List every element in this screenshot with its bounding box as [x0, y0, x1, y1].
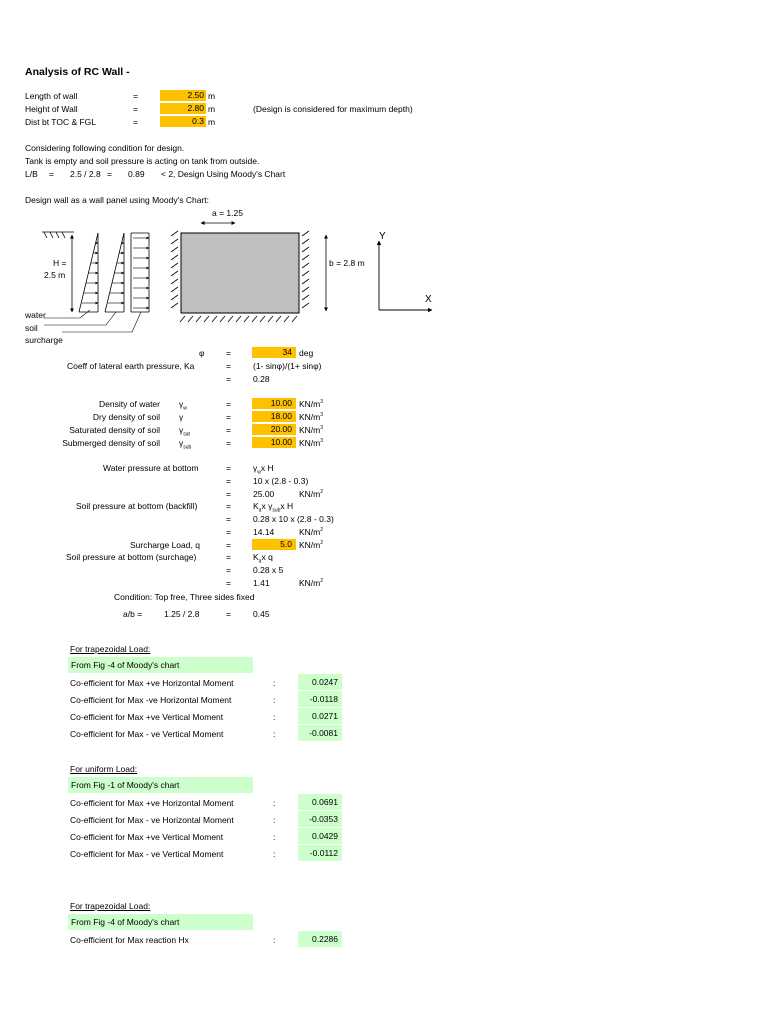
section3-row1-label: Co-efficient for Max reaction Hx [70, 935, 189, 945]
ab-expr: 1.25 / 2.8 [164, 609, 200, 619]
density-sat-symbol: $\gamma_{sat}$ [179, 425, 190, 438]
water-pressure-value: 25.00 [253, 489, 275, 499]
b-label: b = 2.8 m [329, 258, 365, 268]
label-leaders [44, 310, 141, 332]
section1-row1-label: Co-efficient for Max +ve Horizontal Moment [70, 678, 234, 688]
water-pressure-eq3: = [226, 489, 231, 499]
section1-row3-value: 0.0271 [298, 708, 342, 724]
ground-hatch-icon [42, 232, 74, 238]
section1-row4-label: Co-efficient for Max - ve Vertical Moment [70, 729, 224, 739]
water-pressure-formula: $\gamma_wx$ H [253, 463, 274, 476]
section2-row1-colon: : [273, 798, 276, 808]
design-line: Design wall as a wall panel using Moody's Chart: [25, 195, 209, 205]
section1-row3-label: Co-efficient for Max +ve Vertical Moment [70, 712, 224, 722]
density-sat-eq: = [226, 425, 231, 435]
section2-row2-value: -0.0353 [298, 811, 342, 827]
section3-heading: For trapezoidal Load: [70, 901, 151, 911]
density-water-label: Density of water [99, 399, 160, 409]
density-sub-value[interactable]: 10.00 [252, 437, 296, 448]
section2-row2-label: Co-efficient for Max - ve Horizontal Moment [70, 815, 234, 825]
section2-row3-label: Co-efficient for Max +ve Vertical Moment [70, 832, 224, 842]
ka-eq2: = [226, 374, 231, 384]
surcharge-pressure-eq3: = [226, 578, 231, 588]
x-axis-label: X [425, 294, 432, 305]
surcharge-pressure-expr: 0.28 x 5 [253, 565, 284, 575]
length-eq: = [133, 91, 138, 101]
condition-line: Condition: Top free, Three sides fixed [114, 592, 255, 602]
density-sat-unit: $KN/m^3$ [299, 425, 324, 435]
density-water-unit: $KN/m^3$ [299, 399, 324, 409]
surcharge-load-label: Surcharge Load, q [130, 540, 200, 550]
water-pressure-eq: = [226, 463, 231, 473]
soil-pressure-expr: 0.28 x 10 x (2.8 - 0.3) [253, 514, 334, 524]
section2-row2-colon: : [273, 815, 276, 825]
section2-row4-label: Co-efficient for Max - ve Vertical Moment [70, 849, 224, 859]
density-sub-label: Submerged density of soil [62, 438, 160, 448]
ka-expr: (1- sinφ)/(1+ sinφ) [253, 361, 322, 371]
lb-expr: 2.5 / 2.8 [70, 169, 101, 179]
h-label-1: H = [53, 258, 67, 268]
wall-panel [181, 233, 299, 313]
phi-unit: deg [299, 348, 314, 358]
density-dry-eq: = [226, 412, 231, 422]
section1-heading: For trapezoidal Load: [70, 644, 151, 654]
water-pressure-unit: $KN/m^2$ [299, 489, 324, 499]
dist-label: Dist bt TOC & FGL [25, 117, 97, 127]
section2-row3-colon: : [273, 832, 276, 842]
soil-pressure-unit: $KN/m^2$ [299, 527, 324, 537]
bottom-support-hatch-icon [180, 316, 297, 322]
soil-pressure-eq3: = [226, 527, 231, 537]
left-support-hatch-icon [171, 231, 178, 308]
surcharge-load-eq: = [226, 540, 231, 550]
ab-eq: = [226, 609, 231, 619]
water-pressure-eq2: = [226, 476, 231, 486]
surcharge-label: surcharge [25, 335, 63, 345]
lb-eq1: = [49, 169, 54, 179]
density-sat-label: Saturated density of soil [69, 425, 160, 435]
surcharge-load-unit: $KN/m^2$ [299, 540, 324, 550]
water-pressure-label: Water pressure at bottom [103, 463, 199, 473]
ab-value: 0.45 [253, 609, 270, 619]
density-dry-symbol: γ [179, 412, 184, 422]
lb-note: < 2, Design Using Moody's Chart [161, 169, 286, 179]
a-label: a = 1.25 [212, 208, 243, 218]
density-dry-unit: $KN/m^3$ [299, 412, 324, 422]
surcharge-pressure-eq: = [226, 552, 231, 562]
ab-label: a/b = [123, 609, 143, 619]
water-pressure-expr: 10 x (2.8 - 0.3) [253, 476, 309, 486]
height-note: (Design is considered for maximum depth) [253, 104, 413, 114]
length-value[interactable]: 2.50 [160, 90, 206, 101]
soil-pressure-label: Soil pressure at bottom (backfill) [76, 501, 198, 511]
surcharge-pressure-value: 1.41 [253, 578, 270, 588]
pressure-arrows [82, 238, 149, 308]
ka-eq: = [226, 361, 231, 371]
density-water-value[interactable]: 10.00 [252, 398, 296, 409]
density-sub-symbol: $\gamma_{sub}$ [179, 438, 192, 451]
condition-line-1: Considering following condition for design. [25, 143, 185, 153]
density-dry-label: Dry density of soil [92, 412, 160, 422]
density-dry-value[interactable]: 18.00 [252, 411, 296, 422]
section2-row1-label: Co-efficient for Max +ve Horizontal Moment [70, 798, 234, 808]
dist-eq: = [133, 117, 138, 127]
section1-row1-colon: : [273, 678, 276, 688]
section1-row4-value: -0.0081 [298, 725, 342, 741]
soil-pressure-eq2: = [226, 514, 231, 524]
density-sat-value[interactable]: 20.00 [252, 424, 296, 435]
condition-line-2: Tank is empty and soil pressure is acting on tank from outside. [25, 156, 260, 166]
phi-symbol: φ [199, 348, 205, 358]
dist-unit: m [208, 117, 216, 127]
section1-row4-colon: : [273, 729, 276, 739]
phi-value[interactable]: 34 [252, 347, 296, 358]
section3-row1-value: 0.2286 [298, 931, 342, 947]
surcharge-pressure-label: Soil pressure at bottom (surchage) [66, 552, 197, 562]
section1-row3-colon: : [273, 712, 276, 722]
section2-fig: From Fig -1 of Moody's chart [68, 777, 253, 793]
section3-row1-colon: : [273, 935, 276, 945]
surcharge-pressure-eq2: = [226, 565, 231, 575]
lb-value: 0.89 [128, 169, 145, 179]
soil-pressure-value: 14.14 [253, 527, 275, 537]
lb-eq2: = [107, 169, 112, 179]
density-sub-unit: $KN/m^3$ [299, 438, 324, 448]
dist-value[interactable]: 0.3 [160, 116, 206, 127]
density-water-symbol: $\gamma_w$ [179, 399, 187, 412]
right-support-hatch-icon [302, 231, 309, 308]
section3-fig: From Fig -4 of Moody's chart [68, 914, 253, 930]
page-title: Analysis of RC Wall - [25, 66, 130, 78]
y-axis-label: Y [379, 231, 386, 242]
height-unit: m [208, 104, 216, 114]
surcharge-pressure-diagram [131, 233, 149, 312]
section2-heading: For uniform Load: [70, 764, 138, 774]
density-sub-eq: = [226, 438, 231, 448]
section2-row3-value: 0.0429 [298, 828, 342, 844]
section1-row2-value: -0.0118 [298, 691, 342, 707]
water-pressure-diagram [79, 233, 98, 312]
section1-row1-value: 0.0247 [298, 674, 342, 690]
wall-diagram [0, 0, 768, 345]
density-water-eq: = [226, 399, 231, 409]
soil-label: soil [25, 323, 38, 333]
soil-pressure-formula: $K_ax$ $\gamma_{sub}x$ H [253, 501, 294, 514]
height-label: Height of Wall [25, 104, 78, 114]
section2-row4-colon: : [273, 849, 276, 859]
section2-row1-value: 0.0691 [298, 794, 342, 810]
h-label-2: 2.5 m [44, 270, 66, 280]
section1-row2-colon: : [273, 695, 276, 705]
ka-label: Coeff of lateral earth pressure, Ka [67, 361, 195, 371]
soil-pressure-diagram [105, 233, 124, 312]
ka-value: 0.28 [253, 374, 270, 384]
height-eq: = [133, 104, 138, 114]
surcharge-pressure-formula: $K_ax$ q [253, 552, 273, 565]
water-label: water [25, 310, 46, 320]
surcharge-pressure-unit: $KN/m^2$ [299, 578, 324, 588]
height-value[interactable]: 2.80 [160, 103, 206, 114]
length-label: Length of wall [25, 91, 78, 101]
section2-row4-value: -0.0112 [298, 845, 342, 861]
soil-pressure-eq: = [226, 501, 231, 511]
surcharge-load-value[interactable]: 5.0 [252, 539, 296, 550]
section1-fig: From Fig -4 of Moody's chart [68, 657, 253, 673]
length-unit: m [208, 91, 216, 101]
phi-eq: = [226, 348, 231, 358]
section1-row2-label: Co-efficient for Max -ve Horizontal Moment [70, 695, 232, 705]
lb-label: L/B [25, 169, 38, 179]
